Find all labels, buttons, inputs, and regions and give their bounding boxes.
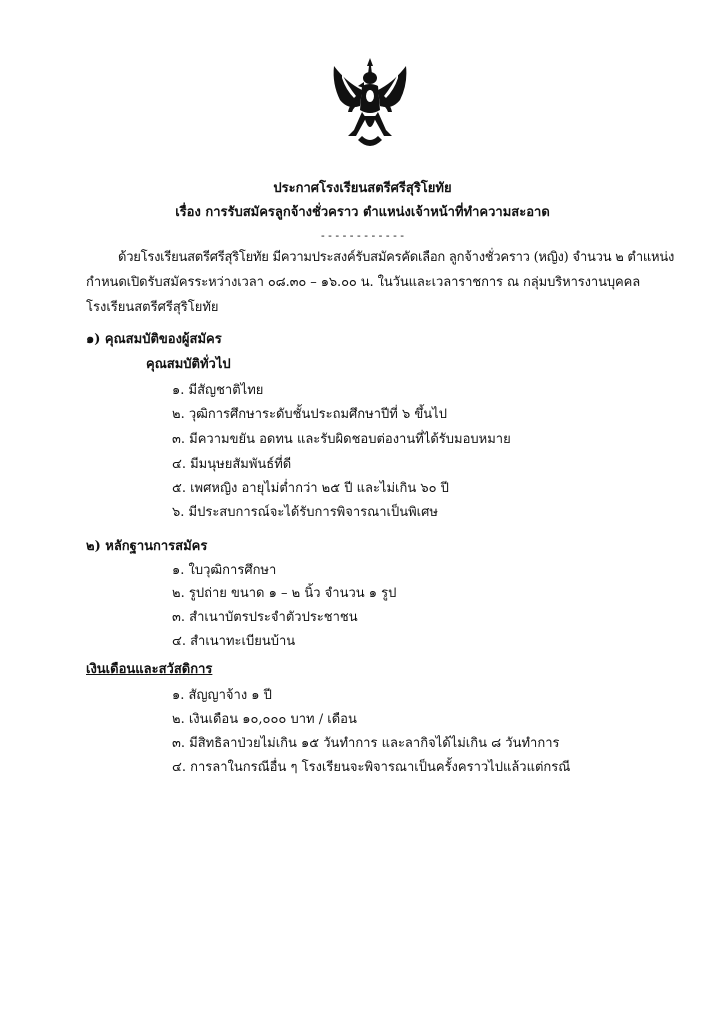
subject-label: เรื่อง	[175, 205, 201, 220]
section2-item: ๒. รูปถ่าย ขนาด ๑ – ๒ นิ้ว จำนวน ๑ รูป	[172, 586, 397, 601]
intro-line-2: กำหนดเปิดรับสมัครระหว่างเวลา ๐๘.๓๐ – ๑๖.๐๐ น. ในวันและเวลาราชการ ณ กลุ่มบริหารงานบุคคล	[86, 275, 641, 290]
section1-item: ๑. มีสัญชาติไทย	[172, 383, 264, 398]
subject-line	[0, 205, 725, 221]
section2-item: ๔. สำเนาทะเบียนบ้าน	[172, 634, 296, 649]
garuda-emblem-icon	[328, 56, 412, 156]
section1-item: ๓. มีความขยัน อดทน และรับผิดชอบต่องานที่ได้รับมอบหมาย	[172, 432, 511, 447]
subject-text: การรับสมัครลูกจ้างชั่วคราว ตำแหน่งเจ้าหน้าที่ทำความสะอาด	[205, 205, 550, 220]
section1-heading: ๑) คุณสมบัติของผู้สมัคร	[86, 332, 222, 347]
section3-item: ๓. มีสิทธิลาป่วยไม่เกิน ๑๕ วันทำการ และลากิจได้ไม่เกิน ๘ วันทำการ	[172, 736, 560, 751]
page-title: ประกาศโรงเรียนสตรีศรีสุริโยทัย	[273, 181, 452, 196]
intro-line-1: ด้วยโรงเรียนสตรีศรีสุริโยทัย มีความประสงค์รับสมัครคัดเลือก ลูกจ้างชั่วคราว (หญิง) จำนวน ๒ ตำแหน่ง	[118, 250, 675, 265]
divider-rule: - - - - - - - - - - - -	[320, 229, 405, 242]
section2-heading: ๒) หลักฐานการสมัคร	[86, 539, 208, 554]
section3-item: ๒. เงินเดือน ๑๐,๐๐๐ บาท / เดือน	[172, 712, 357, 727]
section3-heading: เงินเดือนและสวัสดิการ	[86, 662, 213, 677]
section1-subheading: คุณสมบัติทั่วไป	[146, 357, 231, 372]
section1-item: ๕. เพศหญิง อายุไม่ต่ำกว่า ๒๕ ปี และไม่เกิน ๖๐ ปี	[172, 481, 449, 496]
section2-item: ๓. สำเนาบัตรประจำตัวประชาชน	[172, 610, 358, 625]
section3-item: ๔. การลาในกรณีอื่น ๆ โรงเรียนจะพิจารณาเป็นครั้งคราวไปแล้วแต่กรณี	[172, 760, 571, 775]
section1-item: ๔. มีมนุษยสัมพันธ์ที่ดี	[172, 457, 292, 472]
section1-item: ๖. มีประสบการณ์จะได้รับการพิจารณาเป็นพิเศษ	[172, 505, 438, 520]
section1-item: ๒. วุฒิการศึกษาระดับชั้นประถมศึกษาปีที่ ๖ ขึ้นไป	[172, 407, 447, 422]
intro-line-3: โรงเรียนสตรีศรีสุริโยทัย	[86, 300, 219, 315]
section3-item: ๑. สัญญาจ้าง ๑ ปี	[172, 688, 272, 703]
section2-item: ๑. ใบวุฒิการศึกษา	[172, 563, 277, 578]
